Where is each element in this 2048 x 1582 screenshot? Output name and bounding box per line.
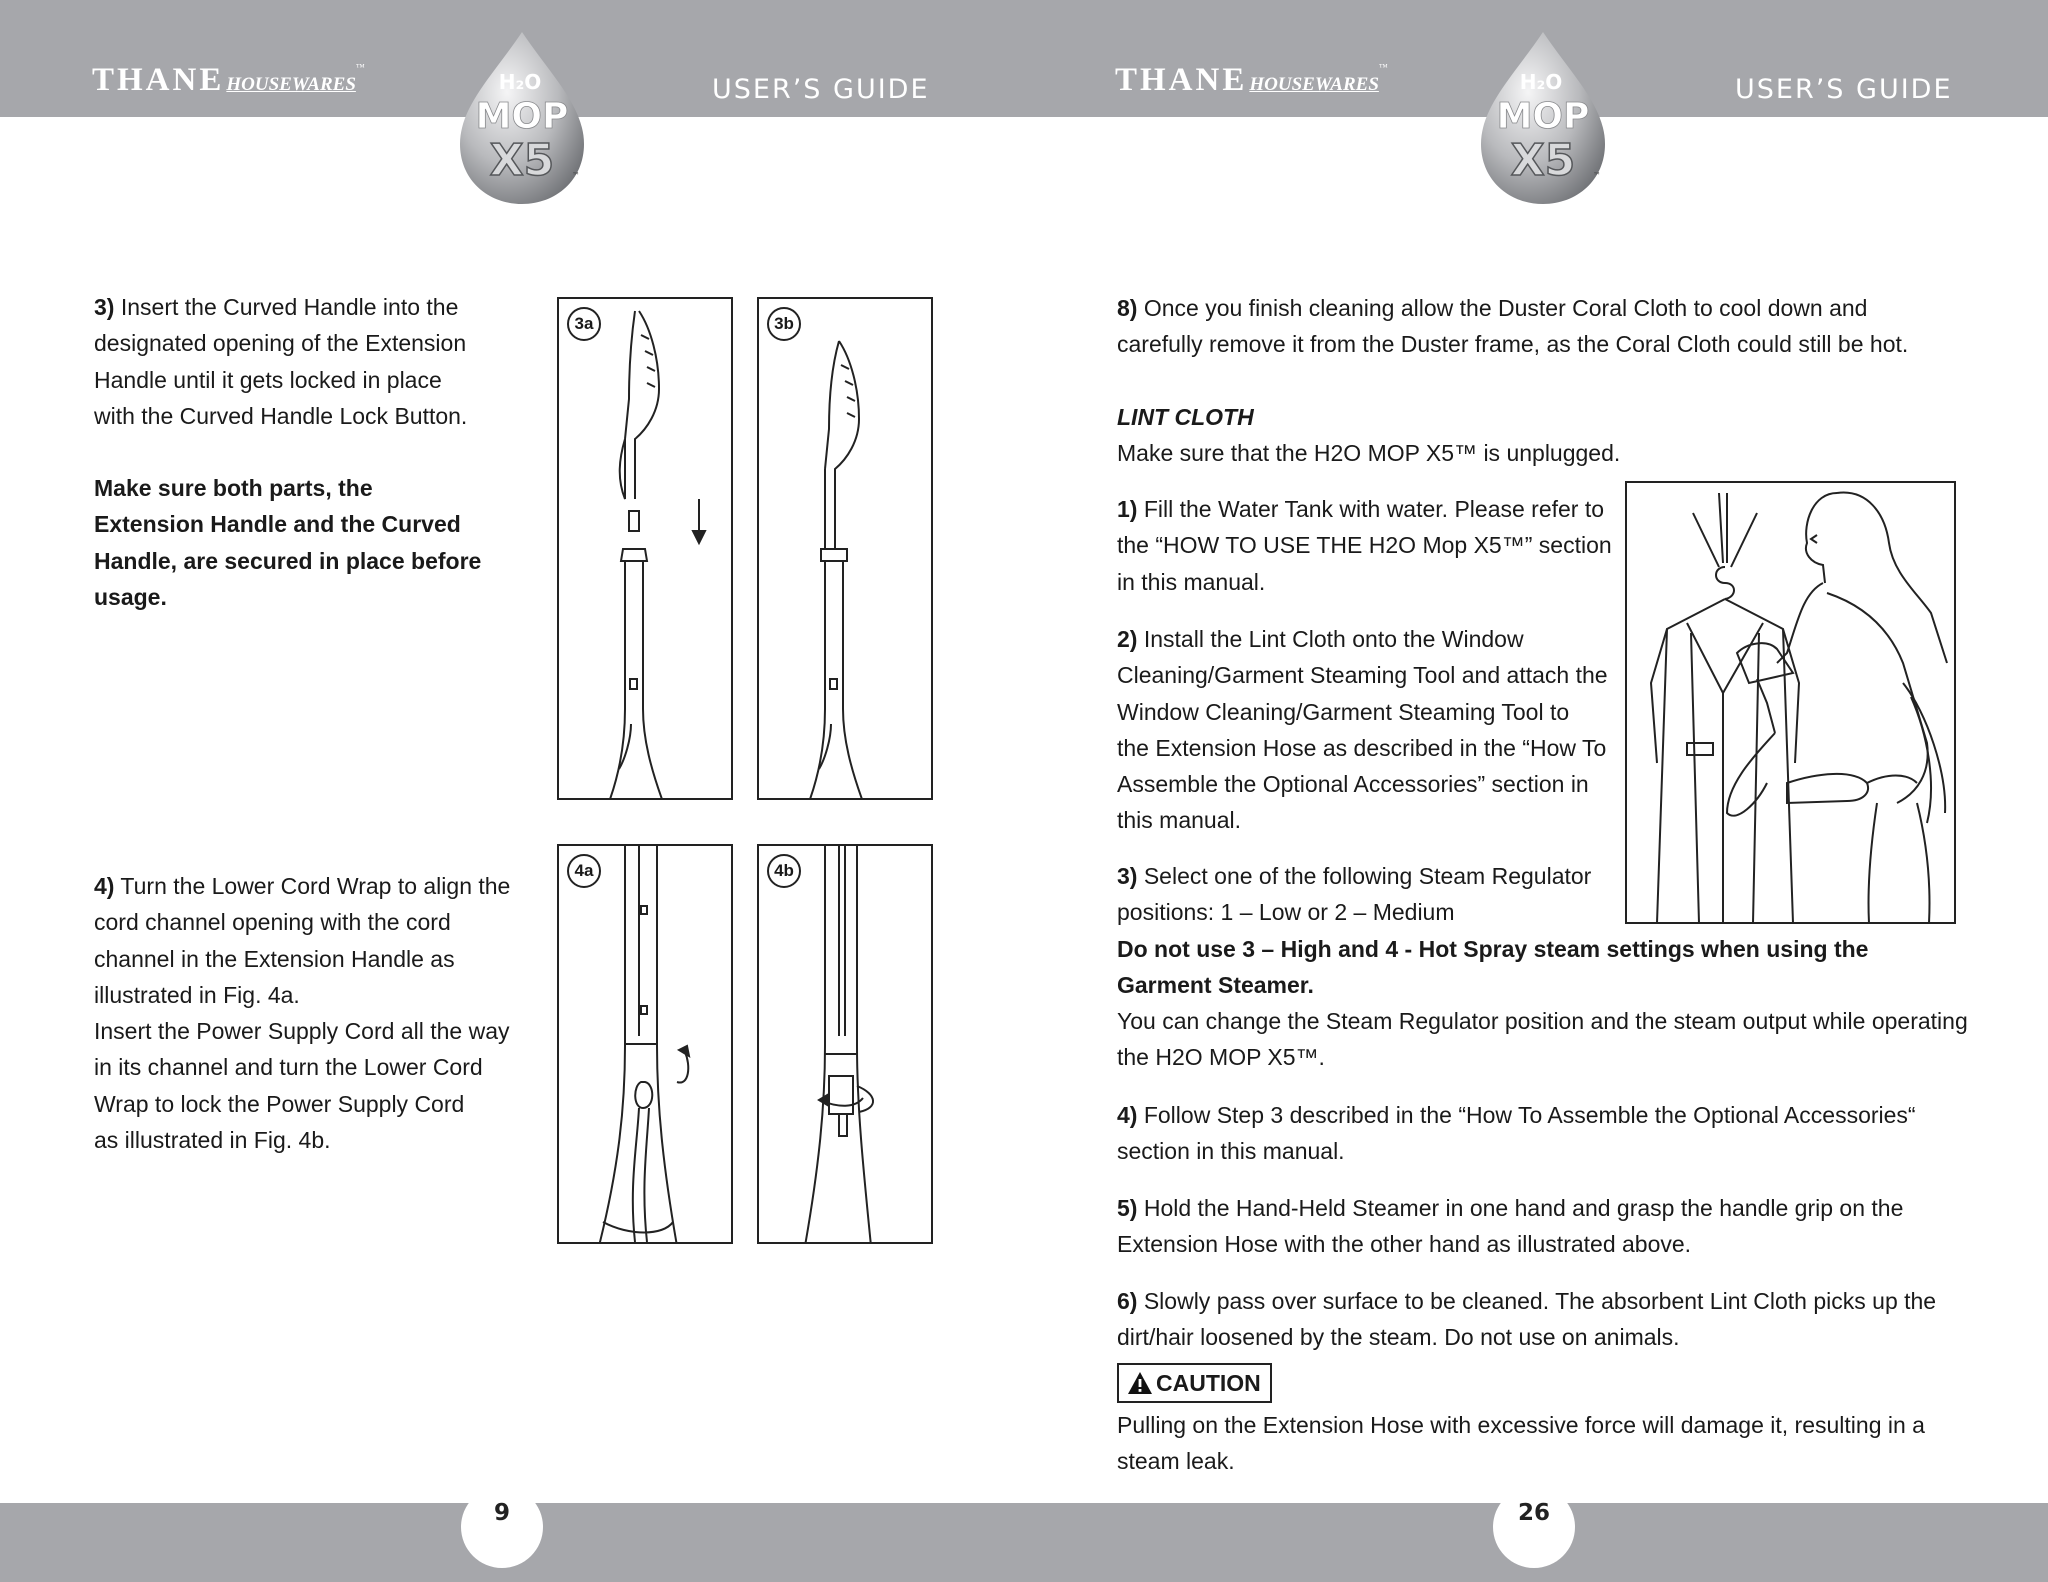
svg-text:X5: X5 <box>489 135 555 186</box>
svg-text:MOP: MOP <box>475 96 569 137</box>
right-step-5: 5) Hold the Hand-Held Steamer in one hand and grasp the handle grip on the Extension Hose with the other hand as illustrated above. <box>1117 1195 1904 1258</box>
right-step-2: 2) Install the Lint Cloth onto the Window Cleaning/Garment Steaming Tool and attach the Window Cleaning/Garment Steaming Tool to the Extension Hose as described in the “How To Assemble the Optional Accessories” section in this manual. <box>1117 626 1608 834</box>
lint-cloth-section: LINT CLOTH Make sure that the H2O MOP X5™ is unplugged. <box>1117 399 1620 472</box>
page-number-left: 9 <box>461 1486 543 1568</box>
right-step-8: 8) Once you finish cleaning allow the Duster Coral Cloth to cool down and carefully remove it from the Duster frame, as the Coral Cloth could still be hot. <box>1117 295 1909 358</box>
svg-text:MOP: MOP <box>1496 96 1590 137</box>
caution-text: Pulling on the Extension Hose with excessive force will damage it, resulting in a steam leak. <box>1117 1412 1925 1475</box>
curved-handle-locked-illustration <box>759 299 933 800</box>
lint-cloth-heading: LINT CLOTH <box>1117 404 1254 430</box>
right-step-3: 3) Select one of the following Steam Regulator positions: 1 – Low or 2 – Medium Do not use 3 – High and 4 - Hot Spray steam settings when using the Garment Steamer. You can change the Steam Regulator position and the steam output while operating the H2O MOP X5™. <box>1117 863 1968 1071</box>
svg-text:X5: X5 <box>1510 135 1576 186</box>
figure-label-4b: 4b <box>767 854 801 888</box>
figure-3a <box>557 297 733 800</box>
left-step-3-warning: Make sure both parts, the Extension Handle and the Curved Handle, are secured in place before usage. <box>94 475 482 610</box>
left-step-4: 4) Turn the Lower Cord Wrap to align the cord channel opening with the cord channel in the Extension Handle as illustrated in Fig. 4a. Insert the Power Supply Cord all the way in its channel and turn the Lower Cord Wrap to lock the Power Supply Cord as illustrated in Fig. 4b. <box>94 873 511 1154</box>
figure-label-3a: 3a <box>567 307 601 341</box>
left-step-3: 3) Insert the Curved Handle into the designated opening of the Extension Handle until it gets locked in place with the Curved Handle Lock Button. <box>94 294 468 429</box>
guide-title-right: USER’S GUIDE <box>1735 74 1953 105</box>
svg-text:™: ™ <box>1593 171 1601 180</box>
page-number-right: 26 <box>1493 1486 1575 1568</box>
brand-logo-right: THANE HOUSEWARES™ <box>1115 62 1388 98</box>
warning-triangle-icon <box>1127 1371 1153 1395</box>
right-step-4: 4) Follow Step 3 described in the “How To Assemble the Optional Accessories“ section in this manual. <box>1117 1102 1916 1165</box>
right-step-6: 6) Slowly pass over surface to be cleaned. The absorbent Lint Cloth picks up the dirt/hair loosened by the steam. Do not use on animals. <box>1117 1288 1937 1351</box>
garment-steamer-woman-illustration <box>1627 483 1956 924</box>
figure-garment-steaming <box>1625 481 1956 924</box>
curved-handle-insert-illustration <box>559 299 733 800</box>
svg-text:H₂O: H₂O <box>498 70 542 94</box>
cord-wrap-locked-illustration <box>759 846 933 1244</box>
mop-logo-drop-right <box>1473 28 1613 208</box>
figure-label-3b: 3b <box>767 307 801 341</box>
figure-3b <box>757 297 933 800</box>
guide-title-left: USER’S GUIDE <box>712 74 930 105</box>
right-step-1: 1) Fill the Water Tank with water. Please refer to the “HOW TO USE THE H2O Mop X5™” section in this manual. <box>1117 496 1612 595</box>
figure-4b <box>757 844 933 1244</box>
footer-band <box>0 1503 2048 1582</box>
svg-text:H₂O: H₂O <box>1519 70 1563 94</box>
figure-label-4a: 4a <box>567 854 601 888</box>
caution-label: CAUTION <box>1156 1370 1261 1396</box>
mop-logo-drop-left <box>452 28 592 208</box>
cord-wrap-align-illustration <box>559 846 733 1244</box>
svg-text:™: ™ <box>572 171 580 180</box>
brand-logo-left: THANE HOUSEWARES™ <box>92 62 365 98</box>
figure-4a <box>557 844 733 1244</box>
caution-box <box>1117 1363 1272 1403</box>
